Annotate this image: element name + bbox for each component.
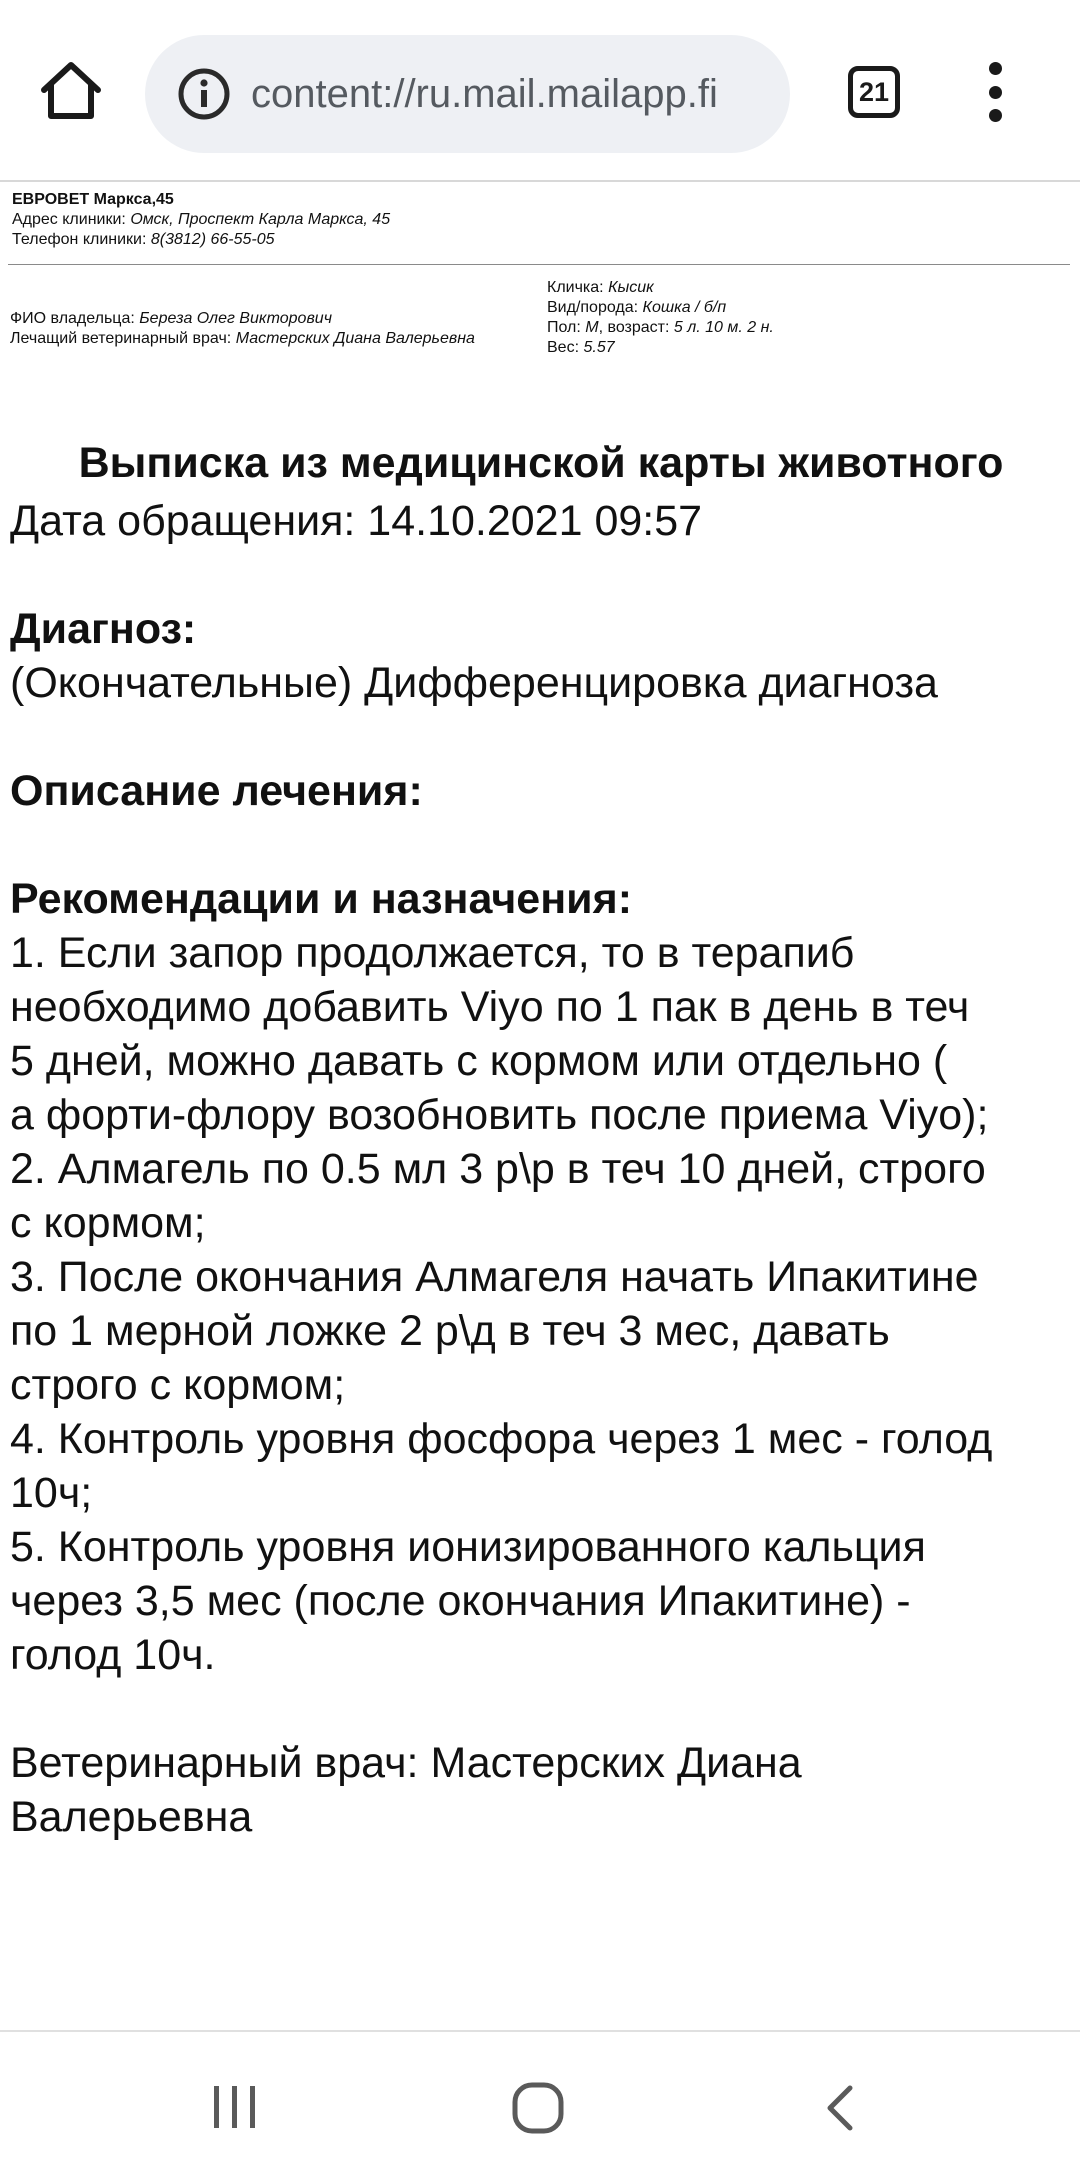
home-icon [36, 56, 106, 126]
spacer [10, 818, 1072, 872]
diagnosis-heading: Диагноз: [10, 605, 197, 653]
clinic-address-value: Омск, Проспект Карла Маркса, 45 [130, 211, 391, 228]
spacer [10, 548, 1072, 602]
recommendation-line: 1. Если запор продолжается, то в терапиб [10, 929, 855, 977]
tab-switcher-button[interactable] [848, 66, 900, 118]
recommendation-line: 5. Контроль уровня ионизированного кальция [10, 1523, 926, 1571]
home-circle-icon[interactable] [510, 2080, 566, 2136]
recent-apps-icon[interactable] [210, 2082, 260, 2132]
recommendation-line: 5 дней, можно давать с кормом или отдельно ( [10, 1037, 948, 1085]
pet-sex-label: Пол: [547, 319, 586, 336]
recommendation-line: 10ч; [10, 1469, 93, 1517]
pet-weight-label: Вес: [547, 339, 584, 356]
owner-info [10, 309, 550, 349]
url-text: content://ru.mail.mailapp.fi [251, 71, 718, 116]
doctor-label: Лечащий ветеринарный врач: [10, 330, 236, 347]
recommendation-line: голод 10ч. [10, 1631, 216, 1679]
recommendations-heading: Рекомендации и назначения: [10, 875, 633, 923]
clinic-phone-label: Телефон клиники: [12, 231, 151, 248]
back-icon[interactable] [822, 2082, 858, 2134]
signature-line: Ветеринарный врач: Мастерских Диана [10, 1739, 802, 1787]
document-title: Выписка из медицинской карты животного [78, 439, 1004, 487]
owner-name: Береза Олег Викторович [139, 310, 332, 327]
recommendation-line: необходимо добавить Viyo по 1 пак в день в теч [10, 983, 970, 1031]
doctor-row [10, 329, 550, 349]
spacer [10, 1682, 1072, 1736]
diagnosis-text: (Окончательные) Дифференцировка диагноза [10, 659, 938, 707]
pet-species: Кошка / б/п [642, 299, 727, 316]
clinic-address-label: Адрес клиники: [12, 211, 131, 228]
signature-line: Валерьевна [10, 1793, 253, 1841]
pet-sex-age-row [547, 318, 1067, 338]
pet-nickname: Кысик [608, 279, 654, 296]
recommendation-line: а форти-флору возобновить после приема Viyo); [10, 1091, 989, 1139]
pet-weight-row [547, 338, 1067, 358]
recommendation-line: с кормом; [10, 1199, 206, 1247]
home-button[interactable] [36, 56, 106, 126]
header-divider [8, 264, 1070, 265]
clinic-phone [12, 230, 1072, 250]
pet-species-label: Вид/порода: [547, 299, 643, 316]
tab-count: 21 [858, 76, 890, 107]
recommendation-line: строго с кормом; [10, 1361, 346, 1409]
recommendation-line: 2. Алмагель по 0.5 мл 3 р\р в теч 10 дней, строго [10, 1145, 986, 1193]
clinic-phone-value: 8(3812) 66-55-05 [150, 231, 275, 248]
owner-label: ФИО владельца: [10, 310, 140, 327]
recommendation-line: 3. После окончания Алмагеля начать Ипакитине [10, 1253, 979, 1301]
recommendation-line: по 1 мерной ложке 2 р\д в теч 3 мес, давать [10, 1307, 890, 1355]
recommendation-line: 4. Контроль уровня фосфора через 1 мес - голод [10, 1415, 993, 1463]
pet-sex: М [585, 319, 599, 336]
more-vert-icon[interactable] [975, 62, 1015, 122]
visit-date: Дата обращения: 14.10.2021 09:57 [10, 497, 703, 545]
info-icon[interactable] [175, 65, 233, 123]
pet-info [547, 278, 1067, 358]
pet-nickname-row [547, 278, 1067, 298]
pet-age: 5 л. 10 м. 2 н. [673, 319, 774, 336]
treatment-heading: Описание лечения: [10, 767, 423, 815]
browser-toolbar [0, 0, 1080, 182]
spacer [10, 710, 1072, 764]
pet-nickname-label: Кличка: [547, 279, 609, 296]
recommendation-line: через 3,5 мес (после окончания Ипакитине) - [10, 1577, 911, 1625]
pet-age-label: , возраст: [598, 319, 674, 336]
document-body [10, 432, 1072, 1844]
address-bar[interactable] [145, 35, 790, 153]
clinic-address [12, 210, 1072, 230]
pet-species-row [547, 298, 1067, 318]
pet-weight: 5.57 [583, 339, 615, 356]
owner-row [10, 309, 550, 329]
clinic-name: ЕВРОВЕТ Маркса,45 [12, 191, 174, 208]
doctor-name: Мастерских Диана Валерьевна [235, 330, 475, 347]
clinic-info [12, 190, 1072, 250]
system-nav-bar [0, 2030, 1080, 2173]
